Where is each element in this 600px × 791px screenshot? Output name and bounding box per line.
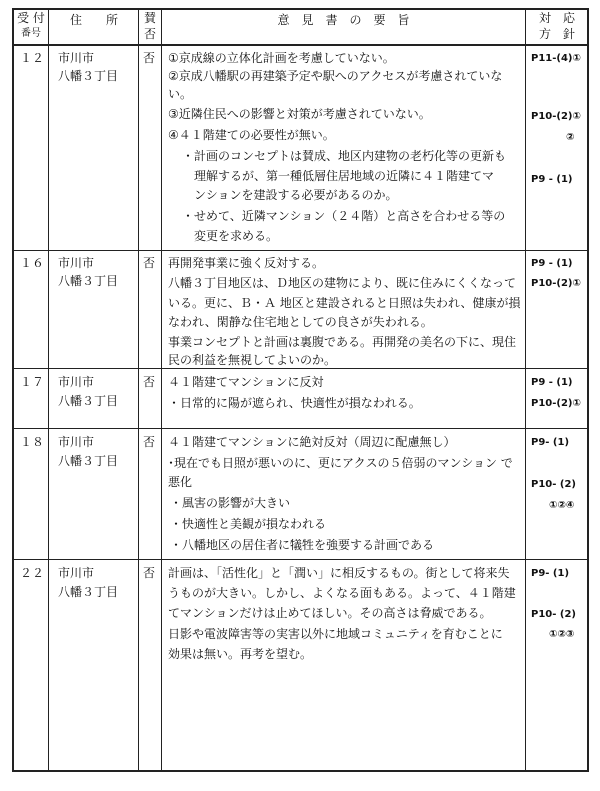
approval-vote: 否 <box>143 256 156 270</box>
address-city: 市川市 <box>58 566 95 580</box>
opinion-line: ・快適性と美観が損なわれる <box>170 517 327 531</box>
receipt-number: ２２ <box>20 566 45 580</box>
response-reference: P10-(2)① <box>531 398 581 409</box>
address-area: 八幡３丁目 <box>58 454 119 468</box>
opinion-line: ４１階建てマンションに反対 <box>168 375 324 389</box>
column-rule <box>48 8 49 772</box>
approval-vote: 否 <box>143 375 156 389</box>
opinion-line: 民の利益を無視してよいのか。 <box>168 353 337 367</box>
header-receipt-label: 受 付 <box>17 11 45 25</box>
address-city: 市川市 <box>58 375 95 389</box>
response-reference: P9- (1) <box>531 568 570 579</box>
opinion-subline: ・せめて、近隣マンション（２４階）と高さを合わせる等の <box>182 209 506 223</box>
response-reference: P10-(2)① <box>531 111 581 122</box>
opinion-line: ②京成八幡駅の再建築予定や駅へのアクセスが考慮されていな <box>168 69 503 83</box>
response-reference: ①②④ <box>549 500 575 511</box>
opinion-subline: 理解するが、第一種低層住居地域の近隣に４１階建てマ <box>194 169 495 183</box>
address-area: 八幡３丁目 <box>58 394 119 408</box>
header-approve-label: 賛 <box>143 11 156 25</box>
opinion-line: ③近隣住民への影響と対策が考慮されていない。 <box>168 107 431 121</box>
header-response-policy <box>527 10 587 42</box>
header-receipt-number <box>14 10 48 42</box>
header-opinion-label: 意 見 書 の 要 旨 <box>277 13 410 27</box>
response-reference: P10- (2) <box>531 609 576 620</box>
header-policy-label-1: 対 応 <box>538 11 575 25</box>
opinion-line: 再開発事業に強く反対する。 <box>168 256 325 270</box>
opinion-line: うものが大きい。しかし、よくなる面もある。よって、４１階建 <box>168 586 516 600</box>
opinion-line: ・八幡地区の居住者に犠牲を強要する計画である <box>170 538 435 552</box>
receipt-number: １２ <box>20 51 45 65</box>
opinion-line: 八幡３丁目地区は、Ｄ地区の建物により、既に住みにくくなって <box>168 276 517 290</box>
opinion-line: 効果は無い。再考を望む。 <box>168 647 313 661</box>
header-address-label: 住 所 <box>69 13 118 27</box>
opinion-line: 悪化 <box>168 475 193 489</box>
opinion-line: ・風害の影響が大きい <box>170 496 291 510</box>
approval-vote: 否 <box>143 435 156 449</box>
opinion-subline: 変更を求める。 <box>194 229 279 243</box>
response-reference: P9 - (1) <box>531 258 573 269</box>
header-opinion-summary <box>162 12 525 28</box>
response-reference: ①②③ <box>549 629 575 640</box>
response-reference: ② <box>566 132 575 143</box>
opinion-subline: ・計画のコンセプトは賛成、地区内建物の老朽化等の更新も <box>182 149 507 163</box>
approval-vote: 否 <box>143 566 156 580</box>
header-number-label: 番号 <box>21 28 41 39</box>
header-disapprove-label: 否 <box>143 27 156 41</box>
opinion-line: ･現在でも日照が悪いのに、更にアクスの５倍弱のマンション で <box>168 456 513 470</box>
row-rule <box>12 559 589 560</box>
response-reference: P9 - (1) <box>531 377 573 388</box>
row-rule <box>12 250 589 251</box>
address-city: 市川市 <box>58 435 95 449</box>
address-city: 市川市 <box>58 51 95 65</box>
address-area: 八幡３丁目 <box>58 69 119 83</box>
column-rule <box>138 8 139 772</box>
receipt-number: １８ <box>20 435 45 449</box>
approval-vote: 否 <box>143 51 156 65</box>
opinion-line: 計画は、「活性化」と「潤い」に相反するもの。街として将来失 <box>168 566 510 580</box>
column-rule <box>161 8 162 772</box>
column-rule <box>525 8 526 772</box>
header-policy-label-2: 方 針 <box>538 27 575 41</box>
opinion-line: ４１階建てマンションに絶対反対（周辺に配慮無し） <box>168 435 456 449</box>
header-rule <box>12 44 589 46</box>
address-city: 市川市 <box>58 256 95 270</box>
opinion-line: いる。更に、Ｂ・Ａ 地区と建設されると日照は失われ、健康が損 <box>168 296 521 310</box>
receipt-number: １７ <box>20 375 45 389</box>
address-area: 八幡３丁目 <box>58 585 119 599</box>
response-reference: P9- (1) <box>531 437 570 448</box>
header-approval <box>139 10 161 42</box>
address-area: 八幡３丁目 <box>58 274 119 288</box>
opinion-line: ④４１階建ての必要性が無い。 <box>168 128 335 142</box>
opinion-line: てマンションだけは止めてほしい。その高さは脅威である。 <box>168 606 492 620</box>
opinion-line: ・日常的に陽が遮られ、快適性が損なわれる。 <box>168 396 421 410</box>
opinion-line: なわれ、閑静な住宅地としての良さが失われる。 <box>168 315 433 329</box>
opinion-line: 日影や電波障害等の実害以外に地域コミュニティを育むことに <box>168 627 503 641</box>
response-reference: P10-(2)① <box>531 278 581 289</box>
opinion-line: ①京成線の立体化計画を考慮していない。 <box>168 51 395 65</box>
receipt-number: １６ <box>20 256 45 270</box>
response-reference: P10- (2) <box>531 479 576 490</box>
header-address <box>50 12 138 28</box>
opinion-line: い。 <box>168 87 193 101</box>
opinion-line: 事業コンセプトと計画は裏腹である。再開発の美名の下に、現住 <box>168 335 517 349</box>
opinion-subline: ンションを建設する必要があるのか。 <box>194 188 398 202</box>
row-rule <box>12 428 589 429</box>
response-reference: P9 - (1) <box>531 174 573 185</box>
response-reference: P11-(4)① <box>531 53 581 64</box>
